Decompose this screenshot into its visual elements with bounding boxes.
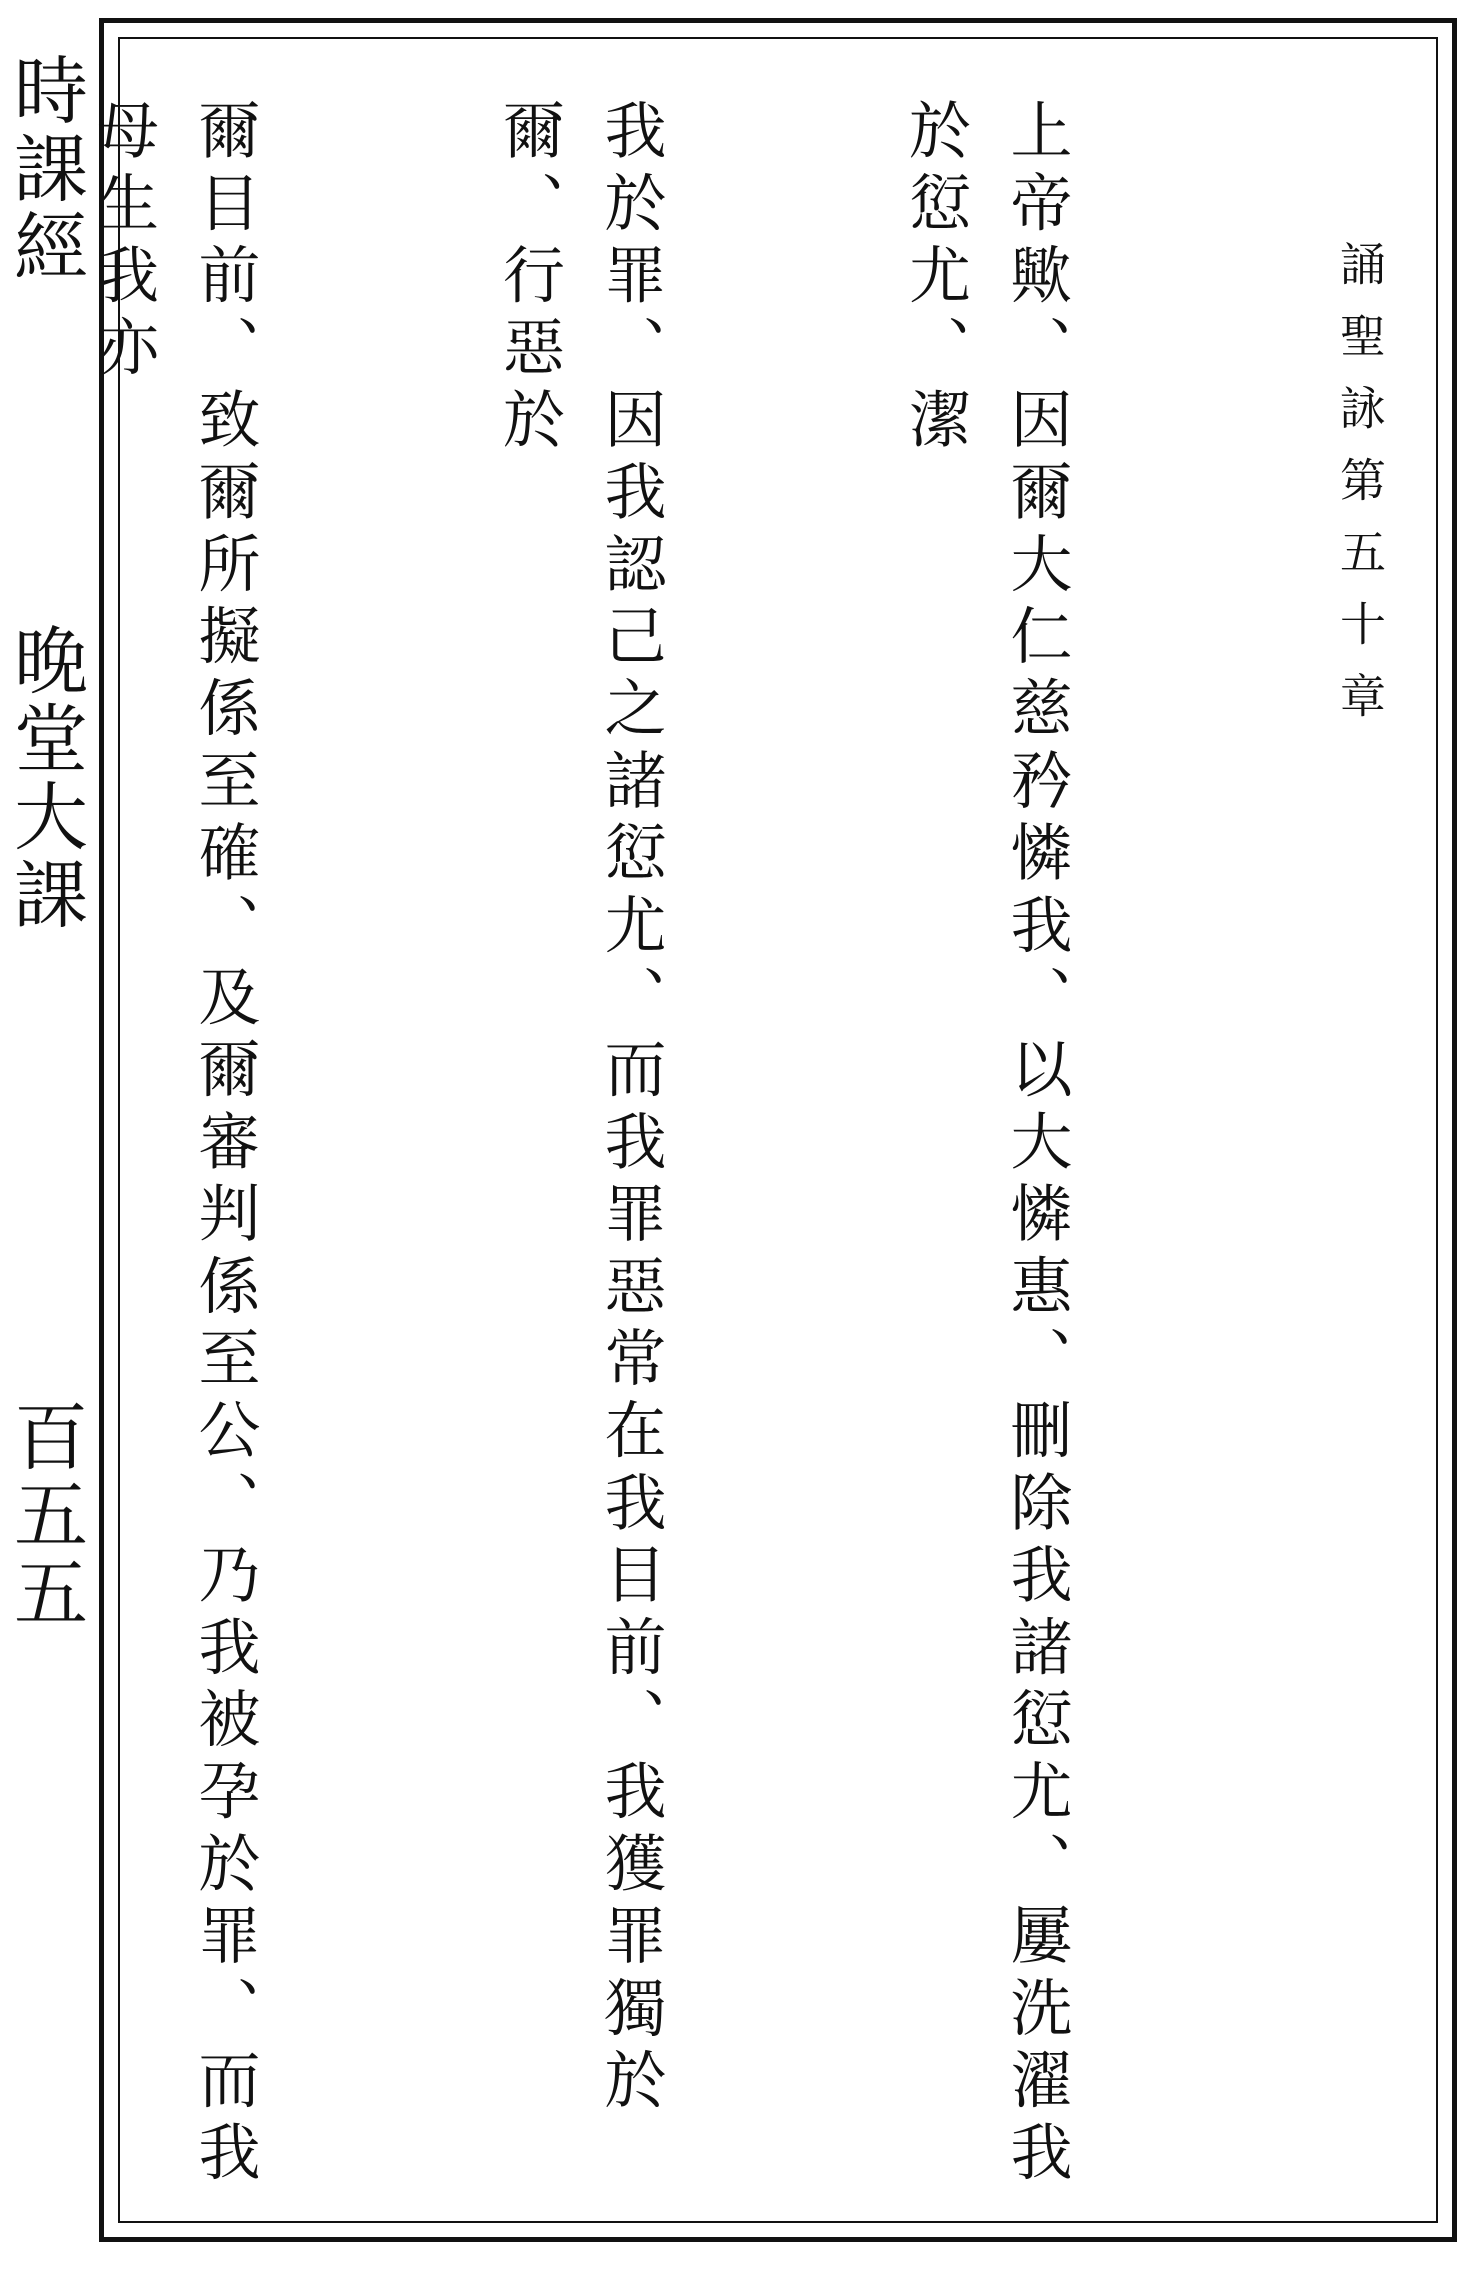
text-column: 上帝歟、因爾大仁慈矜憐我、以大憐惠、刪除我諸愆尤、屢洗濯我於愆尤、潔 xyxy=(898,98,1073,2192)
margin-section-title: 晚堂大課 xyxy=(2,622,88,934)
chapter-heading: 誦聖詠第五十章 xyxy=(1333,240,1387,744)
margin-page-number: 百五五 xyxy=(2,1398,88,1632)
text-column: 爾目前、致爾所擬係至確、及爾審判係至公、乃我被孕於罪、而我母生我亦 xyxy=(86,98,261,2192)
psalm-body-text xyxy=(86,98,1290,2208)
margin-book-title: 時課經 xyxy=(2,52,88,286)
text-column: 我於罪、因我認己之諸愆尤、而我罪惡常在我目前、我獲罪獨於爾、行惡於 xyxy=(492,98,667,2120)
